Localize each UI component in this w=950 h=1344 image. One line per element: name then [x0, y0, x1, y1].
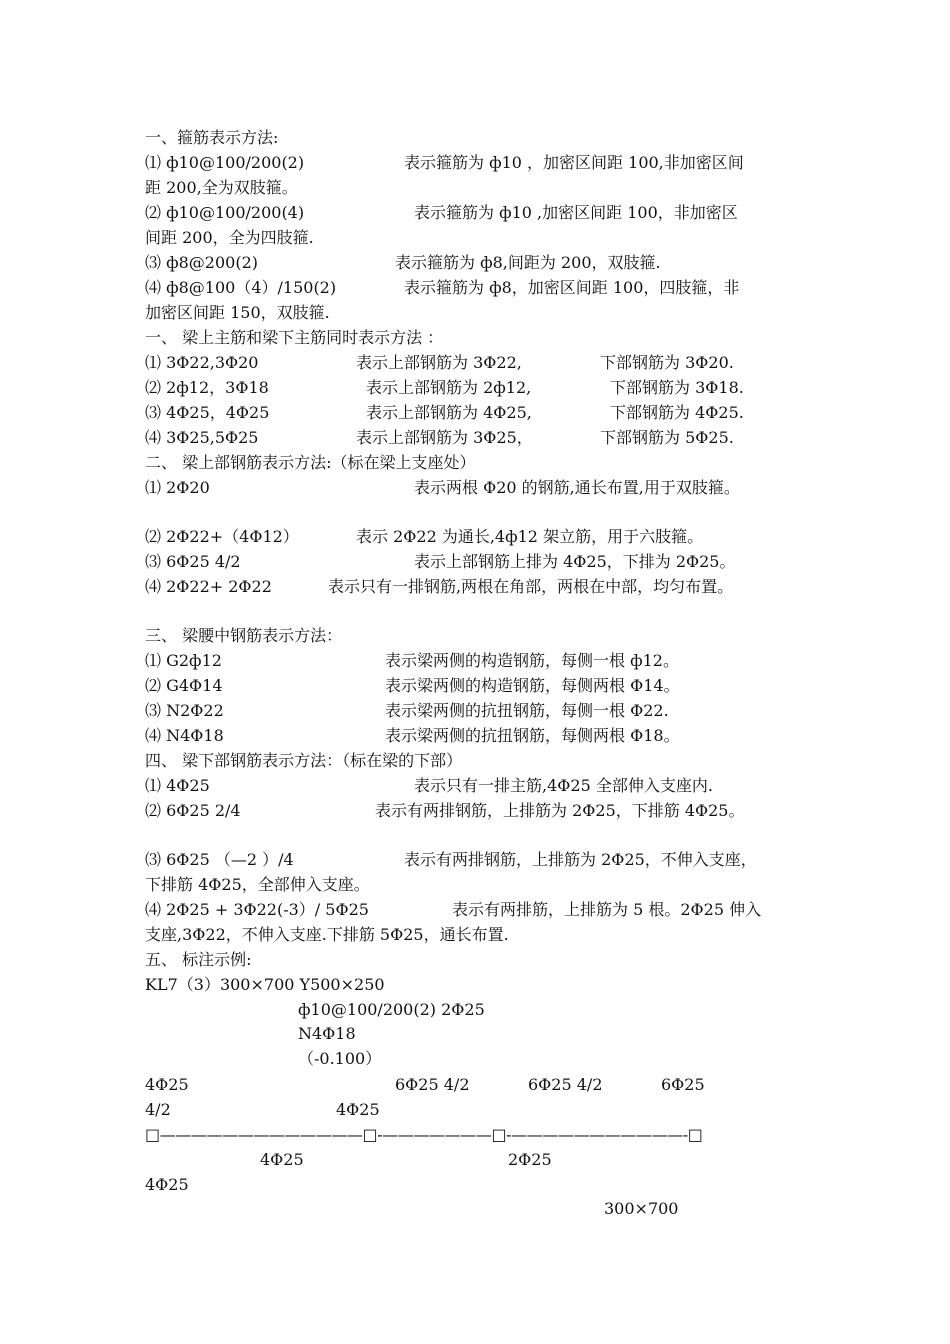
- explanation-text: 下部钢筋为 4Φ25.: [610, 403, 744, 422]
- code-example: ⑶ 4Φ25，4Φ25: [145, 403, 270, 422]
- beam-label: KL7（3）300×700 Y500×250: [145, 975, 385, 994]
- explanation-text: 下部钢筋为 5Φ25.: [600, 428, 734, 447]
- code-example: ⑶ 6Φ25 （—2 ）/4: [145, 850, 294, 869]
- explanation-text: 表示只有一排钢筋,两根在角部，两根在中部，均匀布置。: [328, 577, 734, 596]
- explanation-text: 加密区间距 150，双肢箍.: [145, 303, 330, 322]
- explanation-text: 表示梁两侧的构造钢筋，每侧一根 ф12。: [385, 651, 679, 670]
- explanation-text: 表示梁两侧的抗扭钢筋，每侧一根 Φ22.: [385, 701, 669, 720]
- code-example: ⑵ G4Φ14: [145, 676, 223, 695]
- section-heading-top-bars: 二、 梁上部钢筋表示方法:（标在梁上支座处）: [145, 453, 476, 472]
- explanation-text: 下排筋 4Φ25，全部伸入支座。: [145, 875, 370, 894]
- explanation-text: 表示上部钢筋上排为 4Φ25，下排为 2Φ25。: [414, 552, 736, 571]
- section-heading-main-bars: 一、 梁上主筋和梁下主筋同时表示方法 ：: [145, 328, 444, 347]
- explanation-text: 表示有两排钢筋，上排筋为 2Φ25，下排筋 4Φ25。: [375, 801, 745, 820]
- explanation-text: 表示只有一排主筋,4Φ25 全部伸入支座内.: [414, 776, 713, 795]
- explanation-text: 表示上部钢筋为 3Φ22,: [356, 353, 522, 372]
- beam-span-line: □—————————————□-———————□-———————————-□: [145, 1125, 703, 1144]
- explanation-text: 表示箍筋为 ф10 ，加密区间距 100,非加密区间: [404, 153, 744, 172]
- beam-annotation: 4Φ25: [145, 1175, 189, 1194]
- beam-annotation: N4Φ18: [298, 1024, 356, 1043]
- code-example: ⑵ 2Φ22+（4Φ12）: [145, 527, 299, 546]
- explanation-text: 表示有两排筋，上排筋为 5 根。2Φ25 伸入: [452, 900, 762, 919]
- explanation-text: 间距 200，全为四肢箍.: [145, 228, 314, 247]
- code-example: ⑵ ф10@100/200(4): [145, 203, 305, 222]
- code-example: ⑷ 2Φ25 + 3Φ22(-3）/ 5Φ25: [145, 900, 369, 919]
- explanation-text: 表示上部钢筋为 4Φ25,: [366, 403, 532, 422]
- explanation-text: 表示箍筋为 ф10 ,加密区间距 100，非加密区: [414, 203, 738, 222]
- beam-annotation: 6Φ25 4/2: [395, 1075, 470, 1094]
- explanation-text: 表示箍筋为 ф8,间距为 200，双肢箍.: [395, 253, 661, 272]
- explanation-text: 表示梁两侧的构造钢筋，每侧两根 Φ14。: [385, 676, 680, 695]
- beam-annotation: 4/2: [145, 1100, 171, 1119]
- code-example: ⑴ G2ф12: [145, 651, 222, 670]
- explanation-text: 下部钢筋为 3Φ18.: [610, 378, 744, 397]
- explanation-text: 表示梁两侧的抗扭钢筋，每侧两根 Φ18。: [385, 726, 680, 745]
- beam-annotation: ф10@100/200(2) 2Φ25: [298, 1000, 485, 1019]
- code-example: ⑷ 2Φ22+ 2Φ22: [145, 577, 272, 596]
- explanation-text: 距 200,全为双肢箍。: [145, 178, 298, 197]
- code-example: ⑶ 6Φ25 4/2: [145, 552, 241, 571]
- code-example: ⑴ ф10@100/200(2): [145, 153, 305, 172]
- beam-annotation: 4Φ25: [145, 1075, 189, 1094]
- explanation-text: 下部钢筋为 3Φ20.: [600, 353, 734, 372]
- code-example: ⑶ N2Φ22: [145, 701, 224, 720]
- beam-annotation: 6Φ25 4/2: [528, 1075, 603, 1094]
- beam-annotation: 6Φ25: [661, 1075, 705, 1094]
- code-example: ⑴ 2Φ20: [145, 478, 210, 497]
- beam-annotation: （-0.100）: [298, 1049, 382, 1068]
- explanation-text: 表示上部钢筋为 2ф12,: [366, 378, 532, 397]
- code-example: ⑵ 2ф12，3Φ18: [145, 378, 269, 397]
- beam-annotation: 2Φ25: [508, 1150, 552, 1169]
- beam-annotation: 4Φ25: [336, 1100, 380, 1119]
- explanation-text: 表示有两排钢筋，上排筋为 2Φ25，不伸入支座，: [404, 850, 757, 869]
- explanation-text: 支座,3Φ22，不伸入支座.下排筋 5Φ25，通长布置.: [145, 925, 509, 944]
- section-heading-stirrups: 一、箍筋表示方法:: [145, 128, 279, 147]
- explanation-text: 表示 2Φ22 为通长,4ф12 架立筋，用于六肢箍。: [356, 527, 704, 546]
- code-example: ⑶ ф8@200(2): [145, 253, 258, 272]
- explanation-text: 表示上部钢筋为 3Φ25，: [356, 428, 533, 447]
- code-example: ⑴ 4Φ25: [145, 776, 210, 795]
- beam-annotation: 4Φ25: [260, 1150, 304, 1169]
- explanation-text: 表示两根 Φ20 的钢筋,通长布置,用于双肢箍。: [414, 478, 740, 497]
- section-heading-side-bars: 三、 梁腰中钢筋表示方法：: [145, 626, 343, 645]
- explanation-text: 表示箍筋为 ф8，加密区间距 100，四肢箍，非: [404, 278, 740, 297]
- section-heading-example: 五、 标注示例:: [145, 950, 252, 969]
- section-heading-bottom-bars: 四、 梁下部钢筋表示方法：（标在梁的下部）: [145, 751, 463, 770]
- code-example: ⑴ 3Φ22,3Φ20: [145, 353, 259, 372]
- code-example: ⑷ ф8@100（4）/150(2): [145, 278, 337, 297]
- code-example: ⑵ 6Φ25 2/4: [145, 801, 241, 820]
- beam-section-size: 300×700: [604, 1199, 679, 1218]
- code-example: ⑷ 3Φ25,5Φ25: [145, 428, 259, 447]
- code-example: ⑷ N4Φ18: [145, 726, 224, 745]
